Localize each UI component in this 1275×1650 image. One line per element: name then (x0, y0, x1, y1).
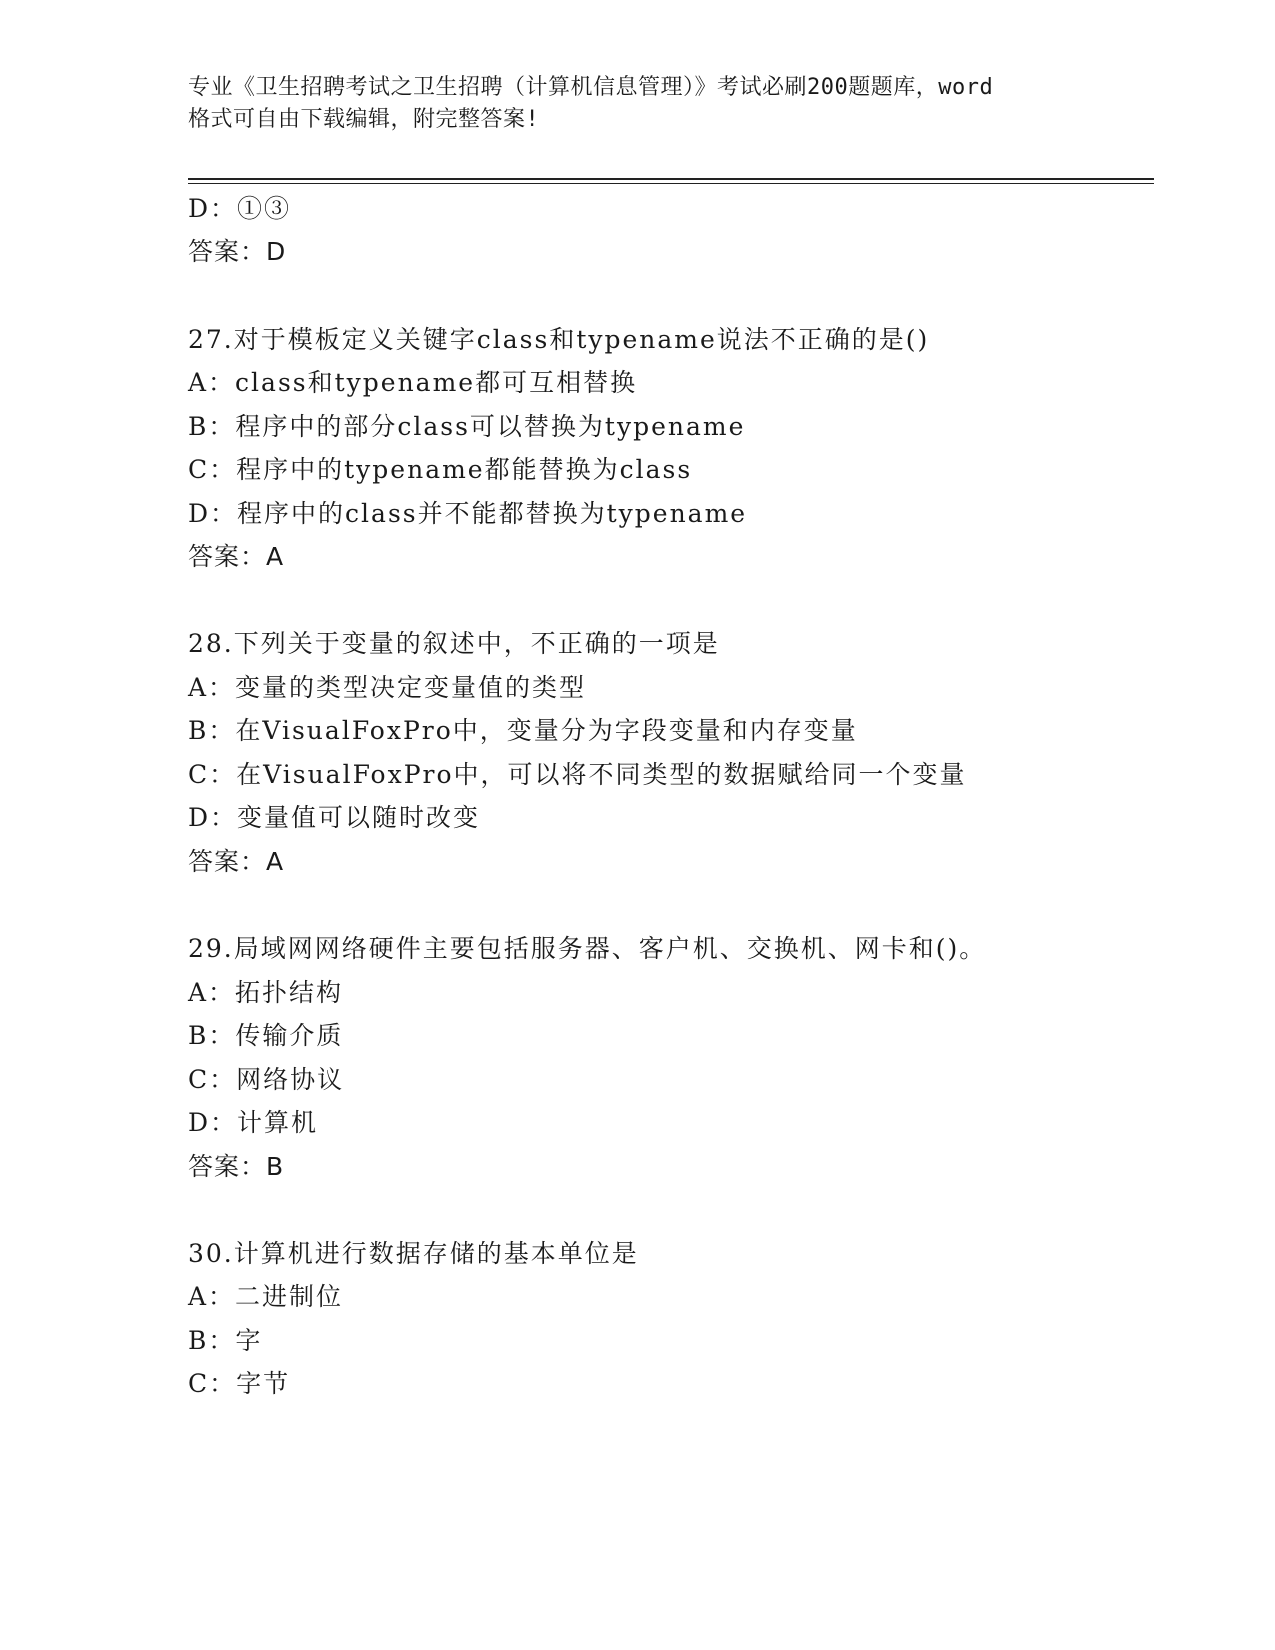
question-stem: 27.对于模板定义关键字class和typename说法不正确的是() (188, 325, 930, 354)
question-option: B：传输介质 (188, 1021, 344, 1050)
header-title-line-2: 格式可自由下载编辑，附完整答案! (188, 107, 540, 132)
question-option: A：class和typename都可互相替换 (188, 368, 638, 397)
question-option: B：在VisualFoxPro中，变量分为字段变量和内存变量 (188, 716, 858, 745)
question-option: C：网络协议 (188, 1065, 345, 1094)
question-option: A：变量的类型决定变量值的类型 (188, 673, 587, 702)
question-option: A：二进制位 (188, 1282, 344, 1311)
question-stem: 28.下列关于变量的叙述中，不正确的一项是 (188, 629, 720, 658)
header-title-line-1: 专业《卫生招聘考试之卫生招聘（计算机信息管理）》考试必刷200题题库，word (188, 75, 994, 100)
header-divider-thick (188, 178, 1154, 180)
question-answer: 答案：A (188, 542, 285, 571)
question-option: C：在VisualFoxPro中，可以将不同类型的数据赋给同一个变量 (188, 760, 967, 789)
question-option: C：程序中的typename都能替换为class (188, 455, 693, 484)
question-stem: 30.计算机进行数据存储的基本单位是 (188, 1239, 639, 1268)
prev-question-answer: 答案：D (188, 237, 287, 266)
question-answer: 答案：A (188, 847, 285, 876)
question-option: B：程序中的部分class可以替换为typename (188, 412, 746, 441)
question-option: C：字节 (188, 1369, 291, 1398)
header-divider-thin (188, 183, 1154, 184)
document-header (188, 72, 1088, 136)
question-stem: 29.局域网网络硬件主要包括服务器、客户机、交换机、网卡和()。 (188, 934, 987, 963)
question-option: D：变量值可以随时改变 (188, 803, 481, 832)
question-option: B：字 (188, 1326, 263, 1355)
question-answer: 答案：B (188, 1152, 285, 1181)
question-option: A：拓扑结构 (188, 978, 344, 1007)
question-option: D：计算机 (188, 1108, 319, 1137)
prev-question-option-d: D：①③ (188, 194, 292, 223)
question-option: D：程序中的class并不能都替换为typename (188, 499, 748, 528)
